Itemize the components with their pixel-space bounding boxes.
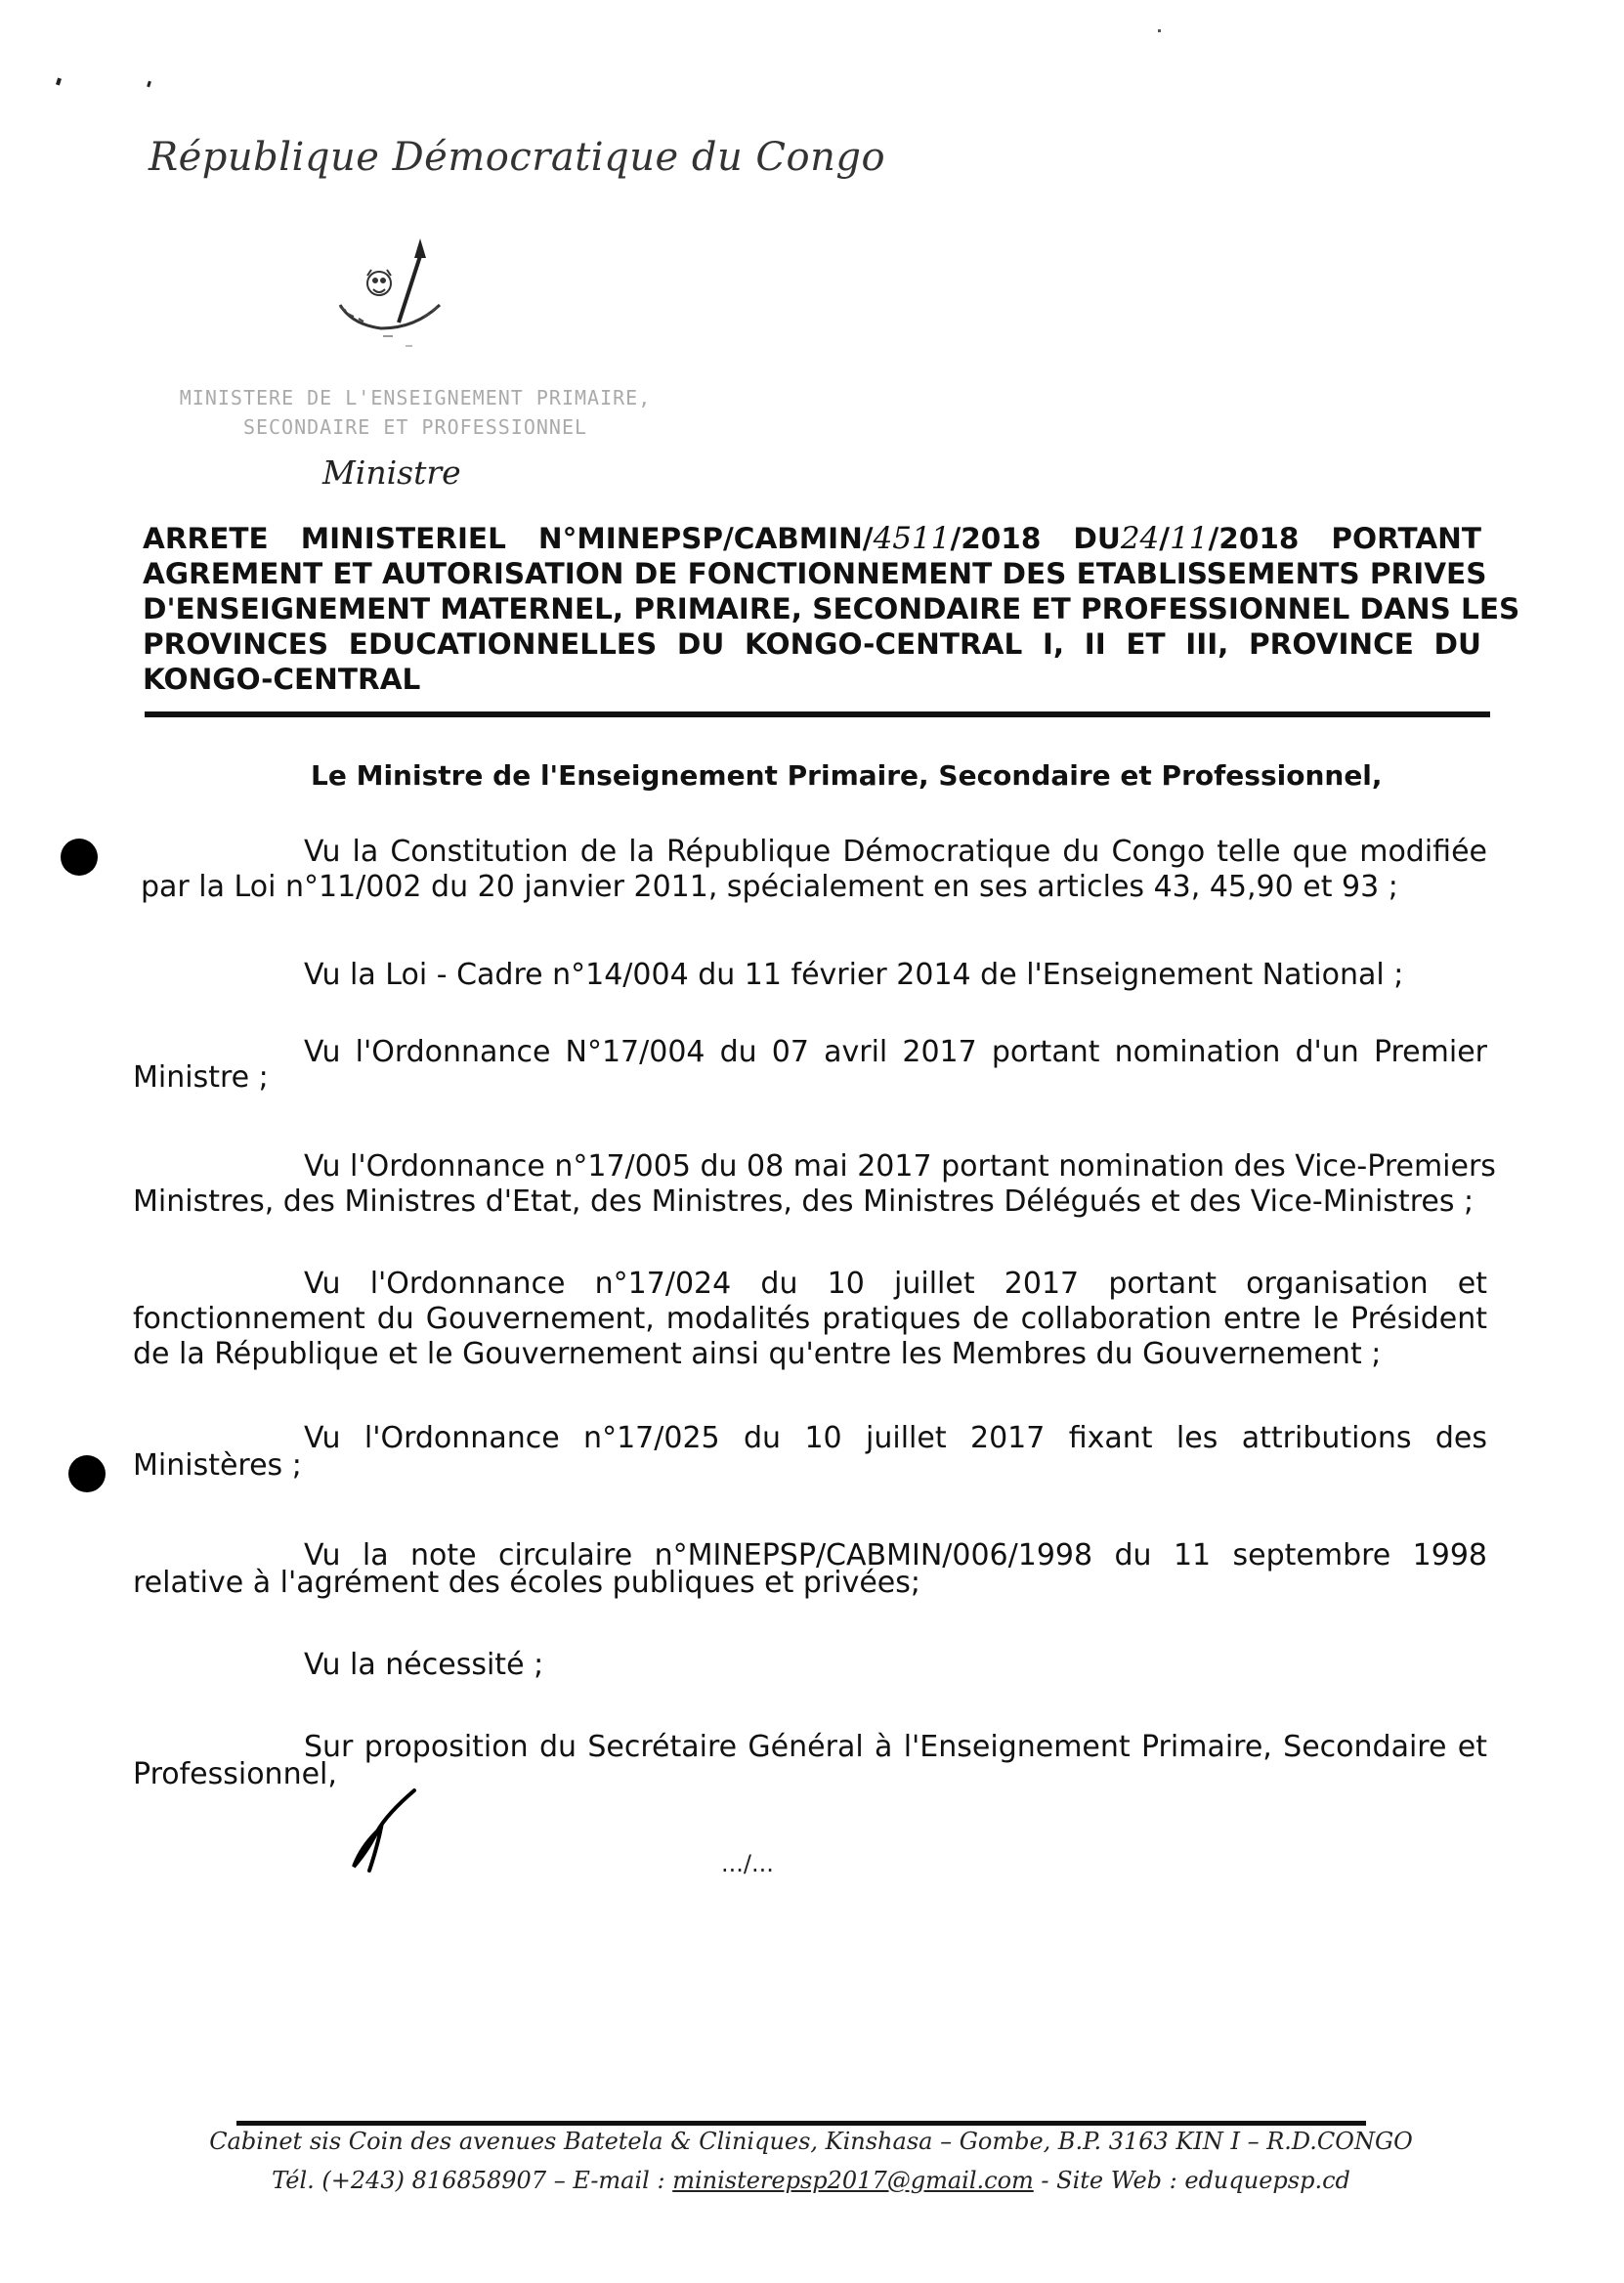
consideration-line: Sur proposition du Secrétaire Général à l'Enseignement Primaire, Secondaire et [304, 1730, 1487, 1764]
consideration-line: Vu l'Ordonnance n°17/025 du 10 juillet 2017 fixant les attributions des [304, 1421, 1487, 1455]
title-line-4: PROVINCES EDUCATIONNELLES DU KONGO-CENTRAL I, II ET III, PROVINCE DU [143, 627, 1481, 661]
punch-hole-mark [61, 839, 98, 876]
ministry-stamp-line1: MINISTERE DE L'ENSEIGNEMENT PRIMAIRE, [179, 386, 652, 409]
consideration-ordonnance-17-025 [133, 1421, 1487, 1484]
scan-mark [56, 78, 62, 86]
consideration-line: Vu l'Ordonnance n°17/005 du 08 mai 2017 portant nomination des Vice-Premiers [304, 1149, 1496, 1184]
footer-email-link[interactable]: ministerepsp2017@gmail.com [672, 2167, 1034, 2194]
title-line-1 [143, 521, 1481, 556]
decree-month-handwritten: 11 [1170, 521, 1209, 556]
consideration-line: relative à l'agrément des écoles publiques et privées; [133, 1566, 921, 1600]
ministre-label: Ministre [322, 453, 461, 492]
decree-number-handwritten: 4511 [873, 521, 951, 556]
consideration-proposition [133, 1730, 1487, 1792]
title-date-label: /2018 DU [950, 522, 1121, 555]
consideration-line: Vu la Loi - Cadre n°14/004 du 11 février 2014 de l'Enseignement National ; [304, 958, 1404, 992]
decree-day-handwritten: 24 [1120, 521, 1160, 556]
consideration-line: Vu la Constitution de la République Démocratique du Congo telle que modifiée [304, 835, 1487, 869]
footer-address: Cabinet sis Coin des avenues Batetela & Cliniques, Kinshasa – Gombe, B.P. 3163 KIN I – R.D.CONGO [209, 2128, 1413, 2155]
footer-website: - Site Web : eduquepsp.cd [1033, 2167, 1350, 2194]
consideration-loi-cadre [133, 958, 1487, 993]
footer-phone: Tél. (+243) 816858907 – E-mail : [272, 2167, 673, 2194]
consideration-necessite [133, 1648, 1487, 1683]
punch-hole-mark [68, 1455, 106, 1492]
footer-contact [195, 2167, 1427, 2194]
title-line-3: D'ENSEIGNEMENT MATERNEL, PRIMAIRE, SECONDAIRE ET PROFESSIONNEL DANS LES [143, 592, 1520, 625]
title-underline [145, 711, 1490, 717]
consideration-line: Ministres, des Ministres d'Etat, des Ministres, des Ministres Délégués et des Vice-Ministres ; [133, 1185, 1474, 1219]
scan-mark [147, 81, 151, 88]
decree-title [143, 521, 1520, 697]
title-line-5: KONGO-CENTRAL [143, 663, 421, 696]
consideration-line: Vu l'Ordonnance n°17/024 du 10 juillet 2017 portant organisation et [304, 1267, 1487, 1301]
consideration-line: Vu l'Ordonnance N°17/004 du 07 avril 2017 portant nomination d'un Premier [304, 1035, 1487, 1069]
ministry-stamp [142, 383, 689, 442]
republic-heading: République Démocratique du Congo [149, 135, 886, 180]
consideration-ordonnance-17-004 [133, 1035, 1487, 1096]
consideration-note-circulaire [133, 1538, 1487, 1601]
title-date-separator: / [1159, 522, 1171, 555]
title-prefix: ARRETE MINISTERIEL N°MINEPSP/CABMIN/ [143, 522, 874, 555]
consideration-line: Vu la nécessité ; [304, 1648, 544, 1682]
consideration-line: Ministre ; [133, 1060, 269, 1095]
ministry-stamp-line2: SECONDAIRE ET PROFESSIONNEL [242, 415, 588, 439]
consideration-ordonnance-17-005 [133, 1149, 1496, 1220]
title-suffix: /2018 PORTANT [1208, 522, 1481, 555]
consideration-line: Ministères ; [133, 1448, 302, 1483]
consideration-line: par la Loi n°11/002 du 20 janvier 2011, spécialement en ses articles 43, 45,90 et 93 ; [141, 870, 1398, 904]
signature-mark [348, 1785, 436, 1873]
scan-mark [1158, 29, 1161, 32]
minister-heading: Le Ministre de l'Enseignement Primaire, Secondaire et Professionnel, [311, 759, 1383, 792]
title-line-2: AGREMENT ET AUTORISATION DE FONCTIONNEMENT DES ETABLISSEMENTS PRIVES [143, 557, 1487, 590]
consideration-constitution [133, 835, 1487, 905]
continuation-marker: .../... [721, 1850, 774, 1877]
consideration-line: de la République et le Gouvernement ainsi qu'entre les Membres du Gouvernement ; [133, 1337, 1382, 1371]
consideration-line: Vu la note circulaire n°MINEPSP/CABMIN/006/1998 du 11 septembre 1998 [304, 1538, 1487, 1572]
consideration-line: Professionnel, [133, 1757, 337, 1791]
consideration-ordonnance-17-024 [133, 1267, 1487, 1372]
consideration-line: fonctionnement du Gouvernement, modalités pratiques de collaboration entre le Président [133, 1302, 1487, 1336]
coat-of-arms-icon [322, 227, 459, 354]
footer-rule [236, 2121, 1366, 2126]
